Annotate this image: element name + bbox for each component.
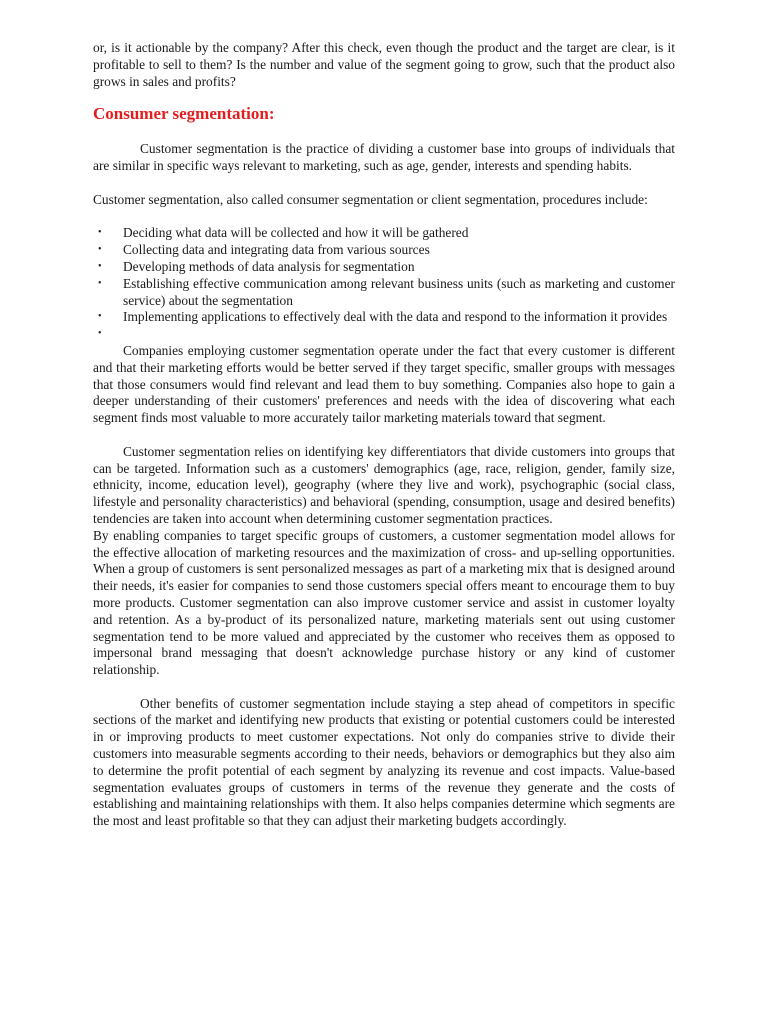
list-item	[93, 242, 675, 259]
enabling-paragraph: By enabling companies to target specific groups of customers, a customer segmentation model allows for the effective allocation of marketing resources and the maximization of cross- and up-selling opportunities. When a group of customers is sent personalized messages as part of a marketing mix that is designed around their needs, it's easier for companies to send those customers special offers meant to encourage them to buy more products. Customer segmentation can also improve customer service and assist in customer loyalty and retention. As a by-product of its personalized nature, marketing materials sent out using customer segmentation tend to be more valued and appreciated by the customer who receives them as opposed to impersonal brand messaging that doesn't acknowledge purchase history or any kind of customer relationship.	[93, 527, 675, 678]
benefits-paragraph: Other benefits of customer segmentation include staying a step ahead of competitors in specific sections of the market and identifying new products that existing or potential customers could be interested in or improving products to meet customer expectations. Not only do companies strive to divide their customers into measurable segments according to their needs, behaviors or demographics but they also aim to determine the profit potential of each segment by analyzing its revenue and cost impacts. Value-based segmentation evaluates groups of customers in terms of the revenue they generate and the costs of establishing and maintaining relationships with them. It also helps companies determine which segments are the most and least profitable so that they can adjust their marketing budgets accordingly.	[93, 695, 675, 829]
definition-paragraph: Customer segmentation is the practice of dividing a customer base into groups of individuals that are similar in specific ways relevant to marketing, such as age, gender, interests and spending habits.	[93, 141, 675, 174]
list-item-text: Implementing applications to effectively deal with the data and respond to the information it provides	[123, 309, 668, 325]
list-item-text: Establishing effective communication among relevant business units (such as marketing and customer service) about the segmentation	[123, 275, 675, 308]
list-item	[93, 259, 675, 276]
bullet-icon: •	[98, 328, 102, 340]
list-item	[93, 225, 675, 242]
bullet-icon: •	[98, 277, 102, 289]
intro-paragraph: or, is it actionable by the company? After this check, even though the product and the target are clear, is it profitable to sell to them? Is the number and value of the segment going to grow, such that the product also grows in sales and profits?	[93, 40, 675, 89]
differentiators-paragraph: Customer segmentation relies on identifying key differentiators that divide customers into groups that can be targeted. Information such as a customers' demographics (age, race, religion, gender, family size, ethnicity, income, education level), geography (where they live and work), psychographic (social class, lifestyle and personality characteristics) and behavioral (spending, consumption, usage and desired benefits) tendencies are taken into account when determining customer segmentation practices.	[93, 443, 675, 526]
list-item-text: Deciding what data will be collected and how it will be gathered	[123, 225, 469, 241]
list-item	[93, 309, 675, 326]
list-item-empty	[93, 326, 675, 343]
document-page	[93, 40, 675, 830]
companies-paragraph: Companies employing customer segmentation operate under the fact that every customer is different and that their marketing efforts would be better served if they target specific, smaller groups with messages that those consumers would find relevant and lead them to buy something. Companies also hope to gain a deeper understanding of their customers' preferences and needs with the idea of discovering what each segment finds most valuable to more accurately tailor marketing materials toward that segment.	[93, 342, 675, 426]
bullet-icon: •	[98, 227, 102, 239]
bullet-icon: •	[98, 244, 102, 256]
section-heading: Consumer segmentation:	[93, 104, 275, 124]
procedures-intro: Customer segmentation, also called consumer segmentation or client segmentation, procedures include:	[93, 191, 648, 207]
list-item	[93, 276, 675, 310]
bullet-icon: •	[98, 311, 102, 323]
procedures-list	[93, 225, 675, 343]
list-item-text: Collecting data and integrating data from various sources	[123, 242, 430, 258]
list-item-text: Developing methods of data analysis for segmentation	[123, 258, 415, 274]
bullet-icon: •	[98, 260, 102, 272]
